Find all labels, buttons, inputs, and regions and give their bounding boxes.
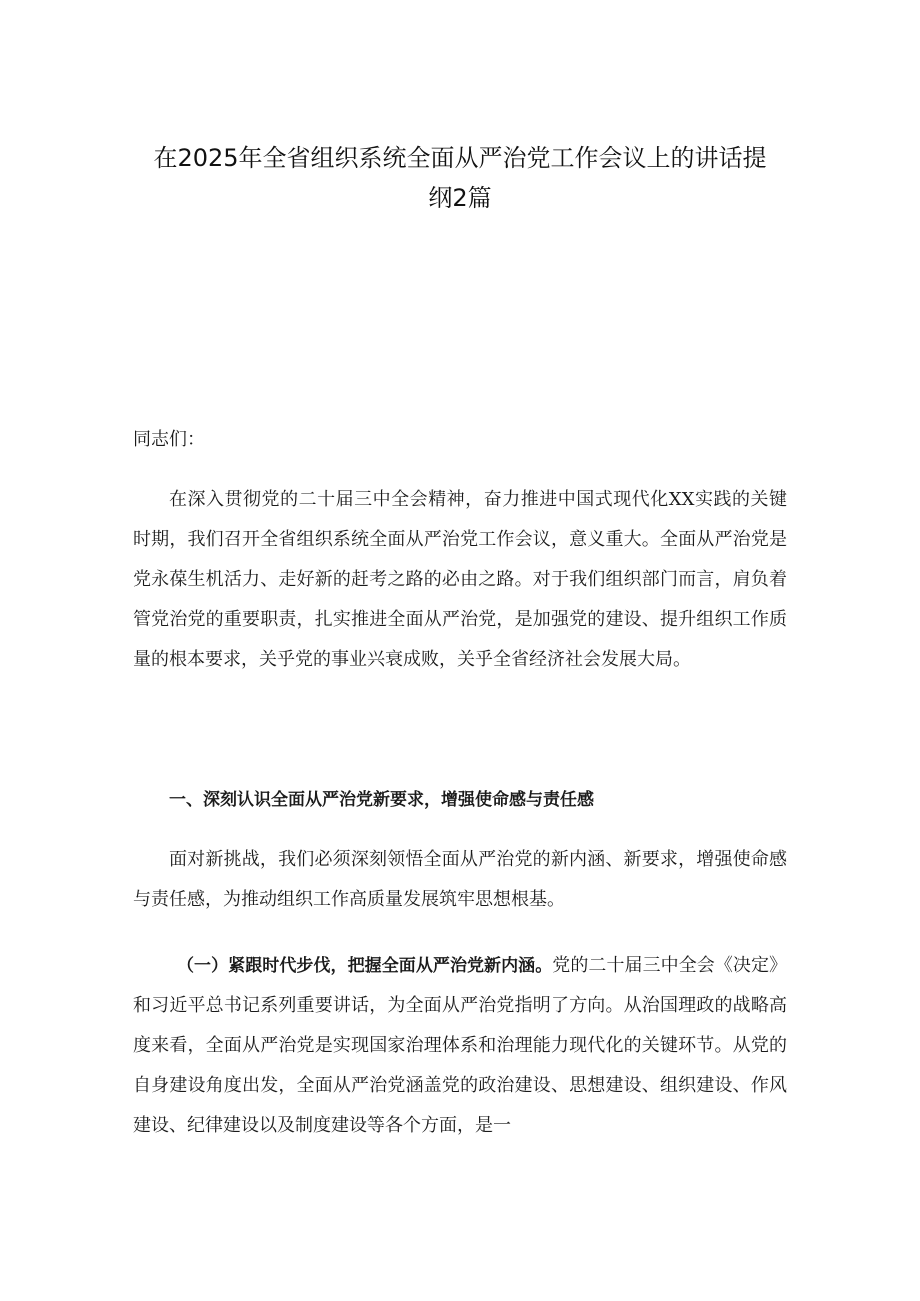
document-title xyxy=(120,138,800,218)
paragraph-section-1: 面对新挑战，我们必须深刻领悟全面从严治党的新内涵、新要求，增强使命感与责任感，为推动组织工作高质量发展筑牢思想根基。 xyxy=(133,849,787,910)
paragraph-intro: 在深入贯彻党的二十届三中全会精神，奋力推进中国式现代化XX实践的关键时期，我们召开全省组织系统全面从严治党工作会议，意义重大。全面从严治党是党永葆生机活力、走好新的赶考之路的必由之路。对于我们组织部门而言，肩负着管党治党的重要职责，扎实推进全面从严治党，是加强党的建设、提升组织工作质量的根本要求，关乎党的事业兴衰成败，关乎全省经济社会发展大局。 xyxy=(133,489,787,670)
paragraph-subsection-1 xyxy=(133,946,787,1146)
section-heading-1: 一、深刻认识全面从严治党新要求，增强使命感与责任感 xyxy=(169,790,594,810)
subsection-lead: （一）紧跟时代步伐，把握全面从严治党新内涵。 xyxy=(177,956,553,976)
title-line-2: 纲2篇 xyxy=(428,184,492,212)
salutation: 同志们： xyxy=(133,429,205,450)
subsection-body: 党的二十届三中全会《决定》和习近平总书记系列重要讲话，为全面从严治党指明了方向。从治国理政的战略高度来看，全面从严治党是实现国家治理体系和治理能力现代化的关键环节。从党的自身建设角度出发，全面从严治党涵盖党的政治建设、思想建设、组织建设、作风建设、纪律建设以及制度建设等各个方面，是一 xyxy=(133,955,788,1136)
title-line-1: 在2025年全省组织系统全面从严治党工作会议上的讲话提 xyxy=(153,144,767,172)
